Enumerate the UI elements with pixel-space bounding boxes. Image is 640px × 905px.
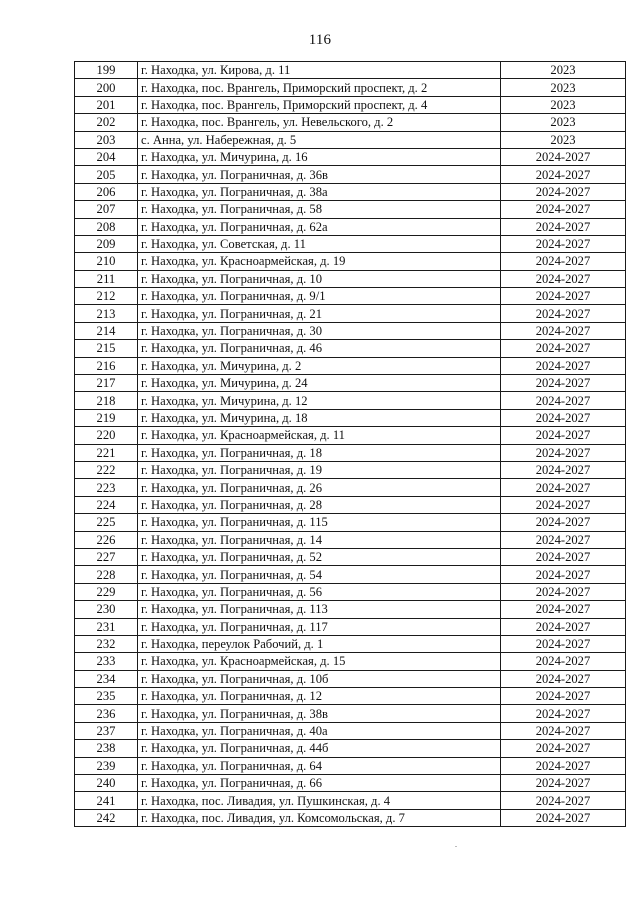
row-address: г. Находка, переулок Рабочий, д. 1 xyxy=(138,635,501,652)
row-period: 2024-2027 xyxy=(501,322,626,339)
table-row xyxy=(75,618,626,635)
table-row xyxy=(75,653,626,670)
table-row xyxy=(75,461,626,478)
row-address: г. Находка, ул. Пограничная, д. 64 xyxy=(138,757,501,774)
row-number: 215 xyxy=(75,340,138,357)
row-period: 2024-2027 xyxy=(501,340,626,357)
row-number: 201 xyxy=(75,96,138,113)
row-address: г. Находка, ул. Пограничная, д. 19 xyxy=(138,461,501,478)
row-period: 2024-2027 xyxy=(501,496,626,513)
row-number: 210 xyxy=(75,253,138,270)
row-number: 222 xyxy=(75,461,138,478)
row-number: 217 xyxy=(75,375,138,392)
row-address: г. Находка, ул. Советская, д. 11 xyxy=(138,235,501,252)
row-number: 225 xyxy=(75,514,138,531)
row-period: 2024-2027 xyxy=(501,201,626,218)
row-period: 2024-2027 xyxy=(501,688,626,705)
row-number: 232 xyxy=(75,635,138,652)
row-period: 2023 xyxy=(501,114,626,131)
row-period: 2024-2027 xyxy=(501,635,626,652)
row-number: 218 xyxy=(75,392,138,409)
row-address: г. Находка, ул. Пограничная, д. 115 xyxy=(138,514,501,531)
row-address: г. Находка, ул. Пограничная, д. 44б xyxy=(138,740,501,757)
table-row xyxy=(75,809,626,826)
row-number: 226 xyxy=(75,531,138,548)
row-number: 238 xyxy=(75,740,138,757)
row-period: 2024-2027 xyxy=(501,809,626,826)
row-period: 2024-2027 xyxy=(501,514,626,531)
row-number: 209 xyxy=(75,235,138,252)
row-address: г. Находка, ул. Пограничная, д. 10б xyxy=(138,670,501,687)
table-row xyxy=(75,583,626,600)
row-address: г. Находка, ул. Пограничная, д. 9/1 xyxy=(138,288,501,305)
row-number: 203 xyxy=(75,131,138,148)
row-address: г. Находка, ул. Пограничная, д. 54 xyxy=(138,566,501,583)
row-number: 213 xyxy=(75,305,138,322)
row-number: 202 xyxy=(75,114,138,131)
table-row xyxy=(75,166,626,183)
table-row xyxy=(75,114,626,131)
table-row xyxy=(75,79,626,96)
table-row xyxy=(75,201,626,218)
table-row xyxy=(75,531,626,548)
row-period: 2024-2027 xyxy=(501,566,626,583)
row-period: 2024-2027 xyxy=(501,183,626,200)
row-period: 2024-2027 xyxy=(501,253,626,270)
row-address: г. Находка, ул. Кирова, д. 11 xyxy=(138,62,501,79)
row-number: 216 xyxy=(75,357,138,374)
row-address: г. Находка, ул. Пограничная, д. 52 xyxy=(138,548,501,565)
row-number: 208 xyxy=(75,218,138,235)
table-row xyxy=(75,288,626,305)
row-address: г. Находка, ул. Красноармейская, д. 11 xyxy=(138,427,501,444)
row-address: г. Находка, ул. Пограничная, д. 10 xyxy=(138,270,501,287)
row-address: г. Находка, пос. Врангель, Приморский проспект, д. 4 xyxy=(138,96,501,113)
row-number: 220 xyxy=(75,427,138,444)
row-address: г. Находка, ул. Пограничная, д. 40а xyxy=(138,722,501,739)
row-period: 2024-2027 xyxy=(501,392,626,409)
row-address: г. Находка, ул. Пограничная, д. 36в xyxy=(138,166,501,183)
row-period: 2024-2027 xyxy=(501,792,626,809)
row-number: 234 xyxy=(75,670,138,687)
row-address: г. Находка, ул. Пограничная, д. 12 xyxy=(138,688,501,705)
table-row xyxy=(75,305,626,322)
row-number: 240 xyxy=(75,775,138,792)
row-number: 224 xyxy=(75,496,138,513)
row-period: 2024-2027 xyxy=(501,357,626,374)
row-number: 200 xyxy=(75,79,138,96)
row-number: 236 xyxy=(75,705,138,722)
row-number: 211 xyxy=(75,270,138,287)
table-row xyxy=(75,96,626,113)
table-row xyxy=(75,601,626,618)
row-number: 206 xyxy=(75,183,138,200)
row-period: 2024-2027 xyxy=(501,305,626,322)
row-address: г. Находка, ул. Пограничная, д. 117 xyxy=(138,618,501,635)
row-period: 2023 xyxy=(501,79,626,96)
row-address: г. Находка, ул. Пограничная, д. 21 xyxy=(138,305,501,322)
row-period: 2024-2027 xyxy=(501,740,626,757)
table-row xyxy=(75,740,626,757)
row-address: г. Находка, ул. Мичурина, д. 18 xyxy=(138,409,501,426)
row-address: г. Находка, пос. Врангель, ул. Невельского, д. 2 xyxy=(138,114,501,131)
table-row xyxy=(75,357,626,374)
table-row xyxy=(75,62,626,79)
row-period: 2024-2027 xyxy=(501,166,626,183)
row-period: 2024-2027 xyxy=(501,653,626,670)
table-row xyxy=(75,253,626,270)
row-address: г. Находка, ул. Мичурина, д. 24 xyxy=(138,375,501,392)
row-period: 2024-2027 xyxy=(501,548,626,565)
row-number: 239 xyxy=(75,757,138,774)
row-number: 199 xyxy=(75,62,138,79)
table-body xyxy=(75,62,626,827)
row-address: г. Находка, ул. Пограничная, д. 56 xyxy=(138,583,501,600)
row-period: 2024-2027 xyxy=(501,583,626,600)
table-row xyxy=(75,444,626,461)
row-address: г. Находка, ул. Пограничная, д. 46 xyxy=(138,340,501,357)
row-period: 2024-2027 xyxy=(501,618,626,635)
row-number: 214 xyxy=(75,322,138,339)
table-row xyxy=(75,722,626,739)
row-address: г. Находка, ул. Мичурина, д. 12 xyxy=(138,392,501,409)
row-address: г. Находка, ул. Пограничная, д. 38в xyxy=(138,705,501,722)
table-row xyxy=(75,479,626,496)
row-period: 2024-2027 xyxy=(501,757,626,774)
table-row xyxy=(75,409,626,426)
row-address: г. Находка, пос. Врангель, Приморский проспект, д. 2 xyxy=(138,79,501,96)
table-row xyxy=(75,705,626,722)
address-table xyxy=(74,61,626,827)
table-row xyxy=(75,235,626,252)
row-address: г. Находка, ул. Мичурина, д. 2 xyxy=(138,357,501,374)
table-row xyxy=(75,322,626,339)
table-row xyxy=(75,427,626,444)
row-number: 241 xyxy=(75,792,138,809)
table-row xyxy=(75,757,626,774)
table-row xyxy=(75,548,626,565)
row-number: 204 xyxy=(75,148,138,165)
row-number: 207 xyxy=(75,201,138,218)
row-period: 2024-2027 xyxy=(501,531,626,548)
row-address: г. Находка, ул. Пограничная, д. 113 xyxy=(138,601,501,618)
row-address: г. Находка, ул. Пограничная, д. 26 xyxy=(138,479,501,496)
row-address: г. Находка, ул. Пограничная, д. 62а xyxy=(138,218,501,235)
row-number: 230 xyxy=(75,601,138,618)
row-address: г. Находка, ул. Пограничная, д. 28 xyxy=(138,496,501,513)
row-period: 2023 xyxy=(501,96,626,113)
row-address: г. Находка, ул. Пограничная, д. 18 xyxy=(138,444,501,461)
row-number: 221 xyxy=(75,444,138,461)
table-row xyxy=(75,392,626,409)
row-number: 228 xyxy=(75,566,138,583)
row-period: 2024-2027 xyxy=(501,427,626,444)
row-period: 2024-2027 xyxy=(501,461,626,478)
row-period: 2024-2027 xyxy=(501,409,626,426)
table-row xyxy=(75,183,626,200)
row-period: 2023 xyxy=(501,131,626,148)
row-number: 229 xyxy=(75,583,138,600)
row-address: г. Находка, ул. Красноармейская, д. 15 xyxy=(138,653,501,670)
row-address: г. Находка, ул. Пограничная, д. 58 xyxy=(138,201,501,218)
row-address: г. Находка, ул. Красноармейская, д. 19 xyxy=(138,253,501,270)
row-address: с. Анна, ул. Набережная, д. 5 xyxy=(138,131,501,148)
row-number: 205 xyxy=(75,166,138,183)
row-number: 233 xyxy=(75,653,138,670)
table-row xyxy=(75,131,626,148)
row-period: 2024-2027 xyxy=(501,601,626,618)
row-number: 231 xyxy=(75,618,138,635)
table-row xyxy=(75,148,626,165)
table-row xyxy=(75,792,626,809)
row-period: 2024-2027 xyxy=(501,270,626,287)
table-row xyxy=(75,270,626,287)
row-address: г. Находка, ул. Пограничная, д. 30 xyxy=(138,322,501,339)
row-number: 212 xyxy=(75,288,138,305)
table-row xyxy=(75,340,626,357)
row-period: 2023 xyxy=(501,62,626,79)
row-address: г. Находка, ул. Пограничная, д. 38а xyxy=(138,183,501,200)
page-number: 116 xyxy=(308,32,332,48)
row-address: г. Находка, ул. Пограничная, д. 14 xyxy=(138,531,501,548)
table-row xyxy=(75,635,626,652)
row-address: г. Находка, ул. Мичурина, д. 16 xyxy=(138,148,501,165)
row-address: г. Находка, пос. Ливадия, ул. Комсомольская, д. 7 xyxy=(138,809,501,826)
row-period: 2024-2027 xyxy=(501,235,626,252)
table-row xyxy=(75,375,626,392)
row-period: 2024-2027 xyxy=(501,670,626,687)
row-period: 2024-2027 xyxy=(501,705,626,722)
table-row xyxy=(75,514,626,531)
row-period: 2024-2027 xyxy=(501,148,626,165)
row-number: 223 xyxy=(75,479,138,496)
scan-speck xyxy=(455,846,457,847)
table-row xyxy=(75,566,626,583)
row-period: 2024-2027 xyxy=(501,375,626,392)
row-period: 2024-2027 xyxy=(501,479,626,496)
table-row xyxy=(75,218,626,235)
row-number: 235 xyxy=(75,688,138,705)
row-address: г. Находка, ул. Пограничная, д. 66 xyxy=(138,775,501,792)
row-period: 2024-2027 xyxy=(501,218,626,235)
table-row xyxy=(75,496,626,513)
table-row xyxy=(75,670,626,687)
row-number: 227 xyxy=(75,548,138,565)
table-row xyxy=(75,688,626,705)
row-period: 2024-2027 xyxy=(501,722,626,739)
row-number: 237 xyxy=(75,722,138,739)
row-address: г. Находка, пос. Ливадия, ул. Пушкинская, д. 4 xyxy=(138,792,501,809)
table-row xyxy=(75,775,626,792)
row-number: 219 xyxy=(75,409,138,426)
row-period: 2024-2027 xyxy=(501,775,626,792)
row-period: 2024-2027 xyxy=(501,288,626,305)
row-number: 242 xyxy=(75,809,138,826)
row-period: 2024-2027 xyxy=(501,444,626,461)
